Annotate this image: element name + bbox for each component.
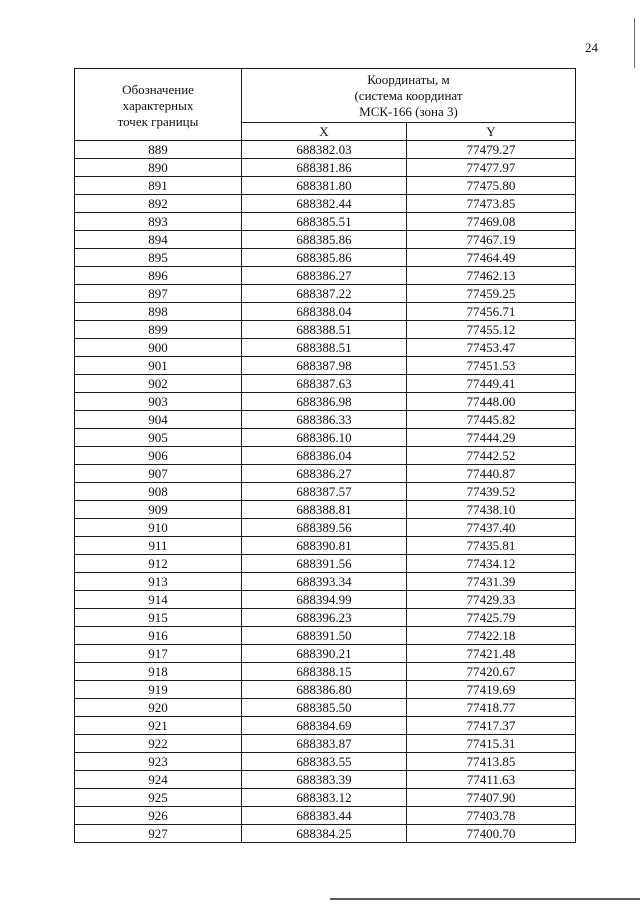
point-id-cell: 920 [75, 699, 242, 717]
y-coordinate-cell: 77417.37 [407, 717, 576, 735]
x-coordinate-cell: 688387.22 [242, 285, 407, 303]
point-id-cell: 918 [75, 663, 242, 681]
point-id-cell: 892 [75, 195, 242, 213]
x-coordinate-cell: 688390.81 [242, 537, 407, 555]
table-row [75, 447, 576, 465]
y-coordinate-cell: 77435.81 [407, 537, 576, 555]
table-row [75, 591, 576, 609]
coordinates-header-line: (система координат [354, 87, 463, 103]
x-coordinate-cell: 688388.15 [242, 663, 407, 681]
x-coordinate-cell: 688383.12 [242, 789, 407, 807]
y-coordinate-cell: 77400.70 [407, 825, 576, 843]
x-coordinate-cell: 688386.33 [242, 411, 407, 429]
y-coordinate-cell: 77437.40 [407, 519, 576, 537]
x-coordinate-cell: 688381.86 [242, 159, 407, 177]
table-row [75, 735, 576, 753]
table-row [75, 303, 576, 321]
point-id-cell: 901 [75, 357, 242, 375]
point-id-cell: 907 [75, 465, 242, 483]
x-coordinate-cell: 688391.56 [242, 555, 407, 573]
table-row [75, 717, 576, 735]
table-row [75, 537, 576, 555]
point-id-cell: 894 [75, 231, 242, 249]
y-coordinate-cell: 77439.52 [407, 483, 576, 501]
point-id-cell: 891 [75, 177, 242, 195]
x-coordinate-cell: 688386.98 [242, 393, 407, 411]
y-coordinate-cell: 77444.29 [407, 429, 576, 447]
table-row [75, 249, 576, 267]
y-coordinate-cell: 77419.69 [407, 681, 576, 699]
point-id-cell: 902 [75, 375, 242, 393]
designation-header-line: Обозначение [122, 81, 194, 97]
table-row [75, 141, 576, 159]
point-id-cell: 900 [75, 339, 242, 357]
x-coordinate-cell: 688386.27 [242, 267, 407, 285]
x-coordinate-cell: 688388.04 [242, 303, 407, 321]
x-coordinate-cell: 688383.44 [242, 807, 407, 825]
point-id-cell: 912 [75, 555, 242, 573]
point-id-cell: 909 [75, 501, 242, 519]
table-row [75, 573, 576, 591]
x-coordinate-cell: 688386.27 [242, 465, 407, 483]
x-coordinate-cell: 688386.04 [242, 447, 407, 465]
x-coordinate-cell: 688393.34 [242, 573, 407, 591]
table-row [75, 645, 576, 663]
designation-header-line: точек границы [117, 113, 199, 129]
x-coordinate-cell: 688384.25 [242, 825, 407, 843]
y-coordinate-cell: 77442.52 [407, 447, 576, 465]
designation-header [75, 69, 242, 141]
coordinates-header-line: Координаты, м [367, 71, 450, 87]
table-body [75, 141, 576, 843]
point-id-cell: 927 [75, 825, 242, 843]
y-coordinate-cell: 77431.39 [407, 573, 576, 591]
y-coordinate-cell: 77456.71 [407, 303, 576, 321]
y-coordinate-cell: 77411.63 [407, 771, 576, 789]
table-row [75, 681, 576, 699]
x-coordinate-cell: 688390.21 [242, 645, 407, 663]
table-row [75, 753, 576, 771]
x-coordinate-cell: 688385.51 [242, 213, 407, 231]
table-row [75, 501, 576, 519]
table-row [75, 213, 576, 231]
point-id-cell: 904 [75, 411, 242, 429]
table-row [75, 483, 576, 501]
coordinates-header-line: МСК-166 (зона 3) [359, 103, 458, 119]
y-coordinate-cell: 77418.77 [407, 699, 576, 717]
point-id-cell: 897 [75, 285, 242, 303]
point-id-cell: 906 [75, 447, 242, 465]
x-coordinate-cell: 688385.86 [242, 249, 407, 267]
x-coordinate-cell: 688387.98 [242, 357, 407, 375]
x-coordinate-cell: 688383.87 [242, 735, 407, 753]
x-coordinate-cell: 688384.69 [242, 717, 407, 735]
y-coordinate-cell: 77429.33 [407, 591, 576, 609]
point-id-cell: 913 [75, 573, 242, 591]
y-coordinate-cell: 77422.18 [407, 627, 576, 645]
x-coordinate-cell: 688387.63 [242, 375, 407, 393]
x-coordinate-cell: 688382.44 [242, 195, 407, 213]
y-coordinate-cell: 77445.82 [407, 411, 576, 429]
y-coordinate-cell: 77455.12 [407, 321, 576, 339]
x-coordinate-cell: 688394.99 [242, 591, 407, 609]
table-row [75, 465, 576, 483]
y-coordinate-cell: 77453.47 [407, 339, 576, 357]
coordinates-header [242, 69, 576, 123]
point-id-cell: 908 [75, 483, 242, 501]
point-id-cell: 922 [75, 735, 242, 753]
point-id-cell: 911 [75, 537, 242, 555]
x-coordinate-cell: 688388.81 [242, 501, 407, 519]
point-id-cell: 914 [75, 591, 242, 609]
y-coordinate-cell: 77415.31 [407, 735, 576, 753]
table-row [75, 807, 576, 825]
table-row [75, 771, 576, 789]
x-coordinate-cell: 688387.57 [242, 483, 407, 501]
x-column-header: X [242, 123, 407, 141]
point-id-cell: 893 [75, 213, 242, 231]
y-coordinate-cell: 77477.97 [407, 159, 576, 177]
page-number: 24 [585, 40, 598, 55]
y-coordinate-cell: 77479.27 [407, 141, 576, 159]
point-id-cell: 921 [75, 717, 242, 735]
x-coordinate-cell: 688391.50 [242, 627, 407, 645]
y-coordinate-cell: 77469.08 [407, 213, 576, 231]
y-coordinate-cell: 77421.48 [407, 645, 576, 663]
y-coordinate-cell: 77425.79 [407, 609, 576, 627]
y-coordinate-cell: 77403.78 [407, 807, 576, 825]
table-row [75, 357, 576, 375]
x-coordinate-cell: 688383.39 [242, 771, 407, 789]
table-row [75, 195, 576, 213]
table-row [75, 393, 576, 411]
table-row [75, 429, 576, 447]
point-id-cell: 917 [75, 645, 242, 663]
x-coordinate-cell: 688396.23 [242, 609, 407, 627]
table-row [75, 519, 576, 537]
y-coordinate-cell: 77413.85 [407, 753, 576, 771]
y-coordinate-cell: 77467.19 [407, 231, 576, 249]
point-id-cell: 910 [75, 519, 242, 537]
y-coordinate-cell: 77407.90 [407, 789, 576, 807]
x-coordinate-cell: 688382.03 [242, 141, 407, 159]
designation-header-line: характерных [122, 97, 194, 113]
y-coordinate-cell: 77440.87 [407, 465, 576, 483]
table-row [75, 555, 576, 573]
y-coordinate-cell: 77438.10 [407, 501, 576, 519]
point-id-cell: 915 [75, 609, 242, 627]
point-id-cell: 890 [75, 159, 242, 177]
x-coordinate-cell: 688388.51 [242, 339, 407, 357]
y-coordinate-cell: 77451.53 [407, 357, 576, 375]
table-row [75, 699, 576, 717]
table-row [75, 339, 576, 357]
x-coordinate-cell: 688389.56 [242, 519, 407, 537]
y-coordinate-cell: 77434.12 [407, 555, 576, 573]
table-row [75, 375, 576, 393]
point-id-cell: 889 [75, 141, 242, 159]
table-row [75, 321, 576, 339]
point-id-cell: 898 [75, 303, 242, 321]
point-id-cell: 923 [75, 753, 242, 771]
y-coordinate-cell: 77448.00 [407, 393, 576, 411]
x-coordinate-cell: 688386.80 [242, 681, 407, 699]
y-coordinate-cell: 77473.85 [407, 195, 576, 213]
table-header-row [75, 69, 576, 123]
table-row [75, 825, 576, 843]
point-id-cell: 926 [75, 807, 242, 825]
y-column-header: Y [407, 123, 576, 141]
table-row [75, 627, 576, 645]
x-coordinate-cell: 688388.51 [242, 321, 407, 339]
x-coordinate-cell: 688383.55 [242, 753, 407, 771]
point-id-cell: 896 [75, 267, 242, 285]
x-coordinate-cell: 688381.80 [242, 177, 407, 195]
scan-edge-mark [634, 18, 635, 68]
point-id-cell: 925 [75, 789, 242, 807]
y-coordinate-cell: 77420.67 [407, 663, 576, 681]
table-row [75, 789, 576, 807]
y-coordinate-cell: 77475.80 [407, 177, 576, 195]
scan-bottom-mark [330, 898, 640, 900]
point-id-cell: 895 [75, 249, 242, 267]
table-row [75, 663, 576, 681]
point-id-cell: 919 [75, 681, 242, 699]
y-coordinate-cell: 77462.13 [407, 267, 576, 285]
table-row [75, 231, 576, 249]
y-coordinate-cell: 77464.49 [407, 249, 576, 267]
point-id-cell: 924 [75, 771, 242, 789]
table-row [75, 267, 576, 285]
table-row [75, 159, 576, 177]
table-row [75, 609, 576, 627]
table-row [75, 411, 576, 429]
x-coordinate-cell: 688386.10 [242, 429, 407, 447]
point-id-cell: 905 [75, 429, 242, 447]
x-coordinate-cell: 688385.50 [242, 699, 407, 717]
point-id-cell: 916 [75, 627, 242, 645]
y-coordinate-cell: 77459.25 [407, 285, 576, 303]
point-id-cell: 899 [75, 321, 242, 339]
y-coordinate-cell: 77449.41 [407, 375, 576, 393]
point-id-cell: 903 [75, 393, 242, 411]
coordinates-table [74, 68, 576, 843]
table-row [75, 285, 576, 303]
table-row [75, 177, 576, 195]
x-coordinate-cell: 688385.86 [242, 231, 407, 249]
